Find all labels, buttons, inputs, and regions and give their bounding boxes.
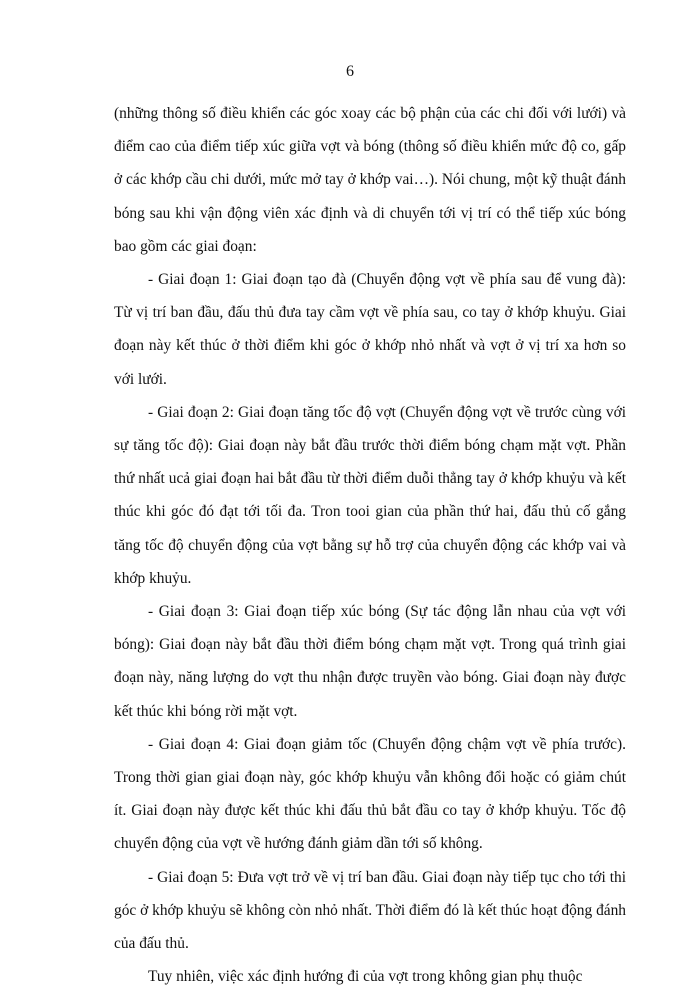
body-text bbox=[114, 97, 626, 993]
paragraph-stage-5: - Giai đoạn 5: Đưa vợt trở về vị trí ban đầu. Giai đoạn này tiếp tục cho tới thi góc ở khớp khuỷu sẽ không còn nhỏ nhất. Thời điểm đó là kết thúc hoạt động đánh của đấu thủ. bbox=[114, 868, 626, 953]
paragraph-stage-2: - Giai đoạn 2: Giai đoạn tăng tốc độ vợt (Chuyển động vợt về trước cùng với sự tăng tốc độ): Giai đoạn này bắt đầu trước thời điểm bóng chạm mặt vợt. Phần thứ nhất ucả giai đoạn hai bắt đầu từ thời điểm duỗi thẳng tay ở khớp khuỷu và kết thúc khi góc đó đạt tới tối đa. Tron tooi gian của phần thứ hai, đấu thủ cố gắng tăng tốc độ chuyển động của vợt bằng sự hỗ trợ của chuyển động các khớp vai và khớp khuỷu. bbox=[114, 403, 626, 587]
paragraph-closing: Tuy nhiên, việc xác định hướng đi của vợt trong không gian phụ thuộc bbox=[148, 968, 583, 986]
paragraph-stage-1: - Giai đoạn 1: Giai đoạn tạo đà (Chuyển động vợt về phía sau để vung đà): Từ vị trí ban đầu, đấu thủ đưa tay cầm vợt về phía sau, co tay ở khớp khuỷu. Giai đoạn này kết thúc ở thời điểm khi góc ở khớp nhỏ nhất và vợt ở vị trí xa hơn so với lưới. bbox=[114, 271, 626, 388]
paragraph-stage-3: - Giai đoạn 3: Giai đoạn tiếp xúc bóng (Sự tác động lẫn nhau của vợt với bóng): Giai đoạn này bắt đầu thời điểm bóng chạm mặt vợt. Trong quá trình giai đoạn này, năng lượng do vợt thu nhận được truyền vào bóng. Giai đoạn này được kết thúc khi bóng rời mặt vợt. bbox=[114, 603, 626, 720]
page-number: 6 bbox=[346, 63, 354, 80]
paragraph-continuation: (những thông số điều khiển các góc xoay các bộ phận của các chi đối với lưới) và điểm cao của điểm tiếp xúc giữa vợt và bóng (thông số điều khiển mức độ co, gấp ở các khớp cầu chi dưới, mức mở tay ở khớp vai…). Nói chung, một kỹ thuật đánh bóng sau khi vận động viên xác định và di chuyển tới vị trí có thể tiếp xúc bóng bao gồm các giai đoạn: bbox=[114, 105, 626, 255]
paragraph-stage-4: - Giai đoạn 4: Giai đoạn giảm tốc (Chuyển động chậm vợt về phía trước). Trong thời gian giai đoạn này, góc khớp khuỷu vẫn không đổi hoặc có giảm chút ít. Giai đoạn này được kết thúc khi đấu thủ bắt đầu co tay ở khớp khuỷu. Tốc độ chuyển động của vợt về hướng đánh giảm dần tới số không. bbox=[114, 735, 626, 853]
